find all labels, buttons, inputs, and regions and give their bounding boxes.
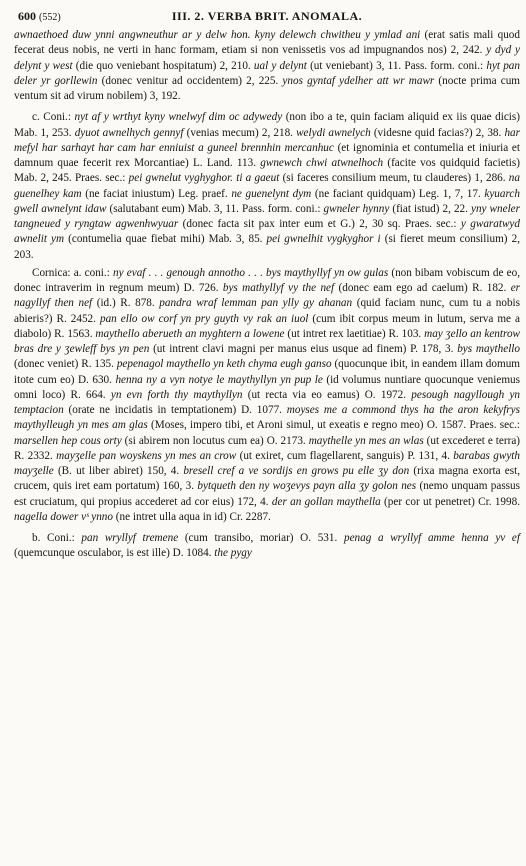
welsh-cornish-phrase: hyt pan deler yr gorllewin xyxy=(14,59,520,87)
latin-gloss: (Moses, impero tibi, et Aroni simul, ut exeatis e regno meo) O. 1587. Praes. sec.: xyxy=(147,419,520,432)
welsh-cornish-phrase: pei gwnelut vyghyghor. ti a gaeut xyxy=(128,172,280,185)
latin-gloss: (non ibo a te, quin faciam aliquid ex iis quae dicis) Mab. 1, 253. xyxy=(14,111,520,139)
latin-gloss: (donec venitur ad occidentem) 2, 225. xyxy=(97,74,283,87)
welsh-cornish-phrase: nagella dower vˢ ynno xyxy=(14,510,113,523)
latin-gloss: (non bibam vobiscum de eo, donec intraverim in regnum meum) D. 726. xyxy=(14,266,520,294)
latin-gloss: (ut veniebant) 3, 11. Pass. form. coni.: xyxy=(306,59,487,72)
paragraph xyxy=(14,110,520,263)
latin-gloss: (ut intrent clavi magni per manus eius usque ad finem) P. 178, 3. xyxy=(149,343,458,355)
welsh-cornish-phrase: pei gwnelhit vygkyghor i xyxy=(266,233,381,246)
welsh-cornish-phrase: the pygy xyxy=(214,547,252,560)
welsh-cornish-phrase: er nagyllyf then nef xyxy=(14,282,521,310)
latin-gloss: Cornica: a. coni.: xyxy=(32,266,114,279)
latin-gloss: c. Coni.: xyxy=(32,111,75,124)
welsh-cornish-phrase: maythello aberueth an myghtern a lowene xyxy=(95,327,285,340)
latin-gloss: (nemo unquam passus est cruciatum, qui propius accederet ad cor eius) 172, 4. xyxy=(14,480,520,508)
welsh-cornish-phrase: bys maythello xyxy=(457,343,521,355)
welsh-cornish-phrase: pepenagol maythello yn keth chyma eugh ganso xyxy=(116,358,332,371)
welsh-cornish-phrase: ny evaf . . . genough annotho . . . bys maythyllyf yn ow gulas xyxy=(113,266,389,279)
latin-gloss: (cum transibo, moriar) O. 531. xyxy=(178,532,344,544)
latin-gloss: (salutabant eum) Mab. 3, 11. Pass. form. coni.: xyxy=(106,202,324,215)
latin-gloss: (quemcunque osculabor, is est ille) D. 1084. xyxy=(14,547,215,560)
welsh-cornish-phrase: kyuarch gwell awnelynt idaw xyxy=(14,187,520,215)
welsh-cornish-phrase: maythelle yn mes an wlas xyxy=(308,434,424,447)
latin-gloss: (fiat istud) 2, 22. xyxy=(389,202,471,215)
latin-gloss: (venias mecum) 2, 218. xyxy=(183,126,297,139)
original-page-number: (552) xyxy=(39,12,61,23)
welsh-cornish-phrase: pan ello ow corf yn pry guyth vy rak an iuol xyxy=(99,312,309,325)
latin-gloss: (rixa magna exorta est, crucem, quis iret eam portatum) 160, 3. xyxy=(14,465,520,493)
welsh-cornish-phrase: bys mathyllyf vy the nef xyxy=(222,282,335,294)
latin-gloss: (B. ut liber abiret) 150, 4. xyxy=(53,465,184,477)
welsh-cornish-phrase: yny wneler tangneued y ryngtaw agwenhwyuar xyxy=(14,202,520,230)
welsh-cornish-phrase: nyt af y wrthyt kyny wnelwyf dim oc adywedy xyxy=(74,111,283,124)
running-head: III. 2. VERBA BRIT. ANOMALA. xyxy=(171,9,363,23)
welsh-cornish-phrase: barabas gwyth mayʒelle xyxy=(14,449,520,477)
latin-gloss: b. Coni.: xyxy=(32,532,82,544)
welsh-cornish-phrase: pesough nagyllough yn temptacion xyxy=(14,388,520,416)
latin-gloss: (videsne quid facias?) 2, 38. xyxy=(370,126,505,139)
welsh-cornish-phrase: bytqueth den ny woʒevys payn alla ʒy golon nes xyxy=(197,480,417,493)
welsh-cornish-phrase: y dyd y delynt y west xyxy=(14,44,520,72)
latin-gloss: (ne faciant quidquam) Leg. 1, 7, 17. xyxy=(311,187,485,200)
latin-gloss: (ne intret ulla aqua in id) Cr. 2287. xyxy=(113,510,271,523)
latin-gloss: (cum ibit corpus meum in lutum, serva me a diabolo) R. 1563. xyxy=(14,312,520,340)
welsh-cornish-phrase: ne guenelynt dym xyxy=(231,187,312,200)
latin-gloss: (ut exiret, cum flagellarent, sanguis) P. 131, 4. xyxy=(236,449,454,462)
welsh-cornish-phrase: ual y delynt xyxy=(253,59,307,72)
latin-gloss: (quid faciam nunc, cum tu a nobis abieris?) R. 2452. xyxy=(14,297,520,325)
latin-gloss: (facite vos quidquid facietis) Mab. 2, 245. Praes. sec.: xyxy=(14,157,520,185)
welsh-cornish-phrase: pan wryllyf tremene xyxy=(81,532,179,544)
latin-gloss: (si fieret meum consilium) 2, 203. xyxy=(14,233,520,261)
welsh-cornish-phrase: dyuot awnelhych gennyf xyxy=(74,126,184,139)
latin-gloss: (contumelia quae fiebat mihi) Mab. 3, 85. xyxy=(64,233,267,246)
welsh-cornish-phrase: yn evn forth thy maythyllyn xyxy=(110,388,243,401)
welsh-cornish-phrase: penag a wryllyf amme henna yv ef xyxy=(343,532,520,544)
latin-gloss: (per cor ut penetret) Cr. 1998. xyxy=(380,495,520,508)
welsh-cornish-phrase: y gwaratwyd awnelit ym xyxy=(14,218,520,246)
latin-gloss: (ut intret rex laetitiae) R. 103. xyxy=(284,327,425,340)
welsh-cornish-phrase: mayʒelle pan woyskens yn mes an crow xyxy=(56,449,237,462)
latin-gloss: (ne faciat iniustum) Leg. praef. xyxy=(81,187,232,200)
latin-gloss: (donec facta sit pax inter eum et G.) 2, 30 sq. Praes. sec.: xyxy=(178,218,461,230)
welsh-cornish-phrase: henna ny a vyn notye le maythyllyn yn pup le xyxy=(115,373,323,386)
welsh-cornish-phrase: awnaethoed duw ynni angwneuthur ar y delw hon. kyny delewch chwitheu y ymlad ani xyxy=(14,29,421,41)
latin-gloss: (id volumus nuntiare quocunque veniemus omni loco) R. 664. xyxy=(14,373,520,401)
welsh-cornish-phrase: marsellen hep cous orty xyxy=(14,434,122,447)
welsh-cornish-phrase: gwneler hynny xyxy=(323,202,390,215)
paragraph xyxy=(14,531,520,562)
latin-gloss: (orate ne incidatis in temptationem) D. 1077. xyxy=(63,404,287,416)
latin-gloss: (nocte prima cum ventum sit ad virum nobilem) 3, 192. xyxy=(14,74,520,102)
latin-gloss: (si abirem non locutus cum ea) O. 2173. xyxy=(121,434,309,447)
welsh-cornish-phrase: na guenelhey kam xyxy=(14,172,520,200)
welsh-cornish-phrase: gwnewch chwi atwnelhoch xyxy=(260,157,384,169)
welsh-cornish-phrase: moyses me a commond thys ha the aron kekyfrys maythylleugh yn mes am glas xyxy=(14,404,520,432)
welsh-cornish-phrase: ynos gyntaf ydelher att wr mawr xyxy=(282,74,435,87)
welsh-cornish-phrase: har mefyl har sarhayt har cam har enniuist a guneel brennhin mercanhuc xyxy=(14,126,520,154)
latin-gloss: (donec veniet) R. 135. xyxy=(14,358,117,371)
latin-gloss: (donec eam ego ad caelum) R. 182. xyxy=(334,282,511,294)
welsh-cornish-phrase: pandra wraf lemman pan ylly gy ahanan xyxy=(159,297,353,310)
latin-gloss: (ut recta via eo eamus) O. 1972. xyxy=(242,388,412,401)
latin-gloss: (erat satis mali quod fecerat deus nobis, ne verti in hanc formam, etiam si non venissetis vos ad impugnandos nos) 2, 242. xyxy=(14,29,520,57)
welsh-cornish-phrase: der an gollan maythella xyxy=(271,495,381,508)
latin-gloss: (quocunque ibit, in eandem illam domum itote cum eo) D. 630. xyxy=(14,358,520,386)
latin-gloss: (ut excederet e terra) R. 2332. xyxy=(14,434,521,462)
paragraph xyxy=(14,266,520,525)
welsh-cornish-phrase: may ʒello an kentrow bras dre y ʒewleff bys yn pen xyxy=(14,327,520,355)
page-header xyxy=(14,6,520,28)
welsh-cornish-phrase: bresell cref a ve sordijs en grows pu elle ʒy don xyxy=(183,465,410,477)
latin-gloss: (id.) R. 878. xyxy=(92,297,160,310)
latin-gloss: (die quo veniebant hospitatum) 2, 210. xyxy=(72,59,254,72)
latin-gloss: (si faceres consilium meum, tu clauderes) 1, 286. xyxy=(279,172,509,185)
paragraph xyxy=(14,28,520,104)
text-body xyxy=(14,28,520,562)
welsh-cornish-phrase: welydi awnelych xyxy=(296,126,371,139)
page-number: 600 (552) xyxy=(18,9,61,23)
latin-gloss: (et ignominia et contumelia et iniuria et damnum quae fecerit rex Morcantiae) L. Land. 113. xyxy=(14,141,521,169)
